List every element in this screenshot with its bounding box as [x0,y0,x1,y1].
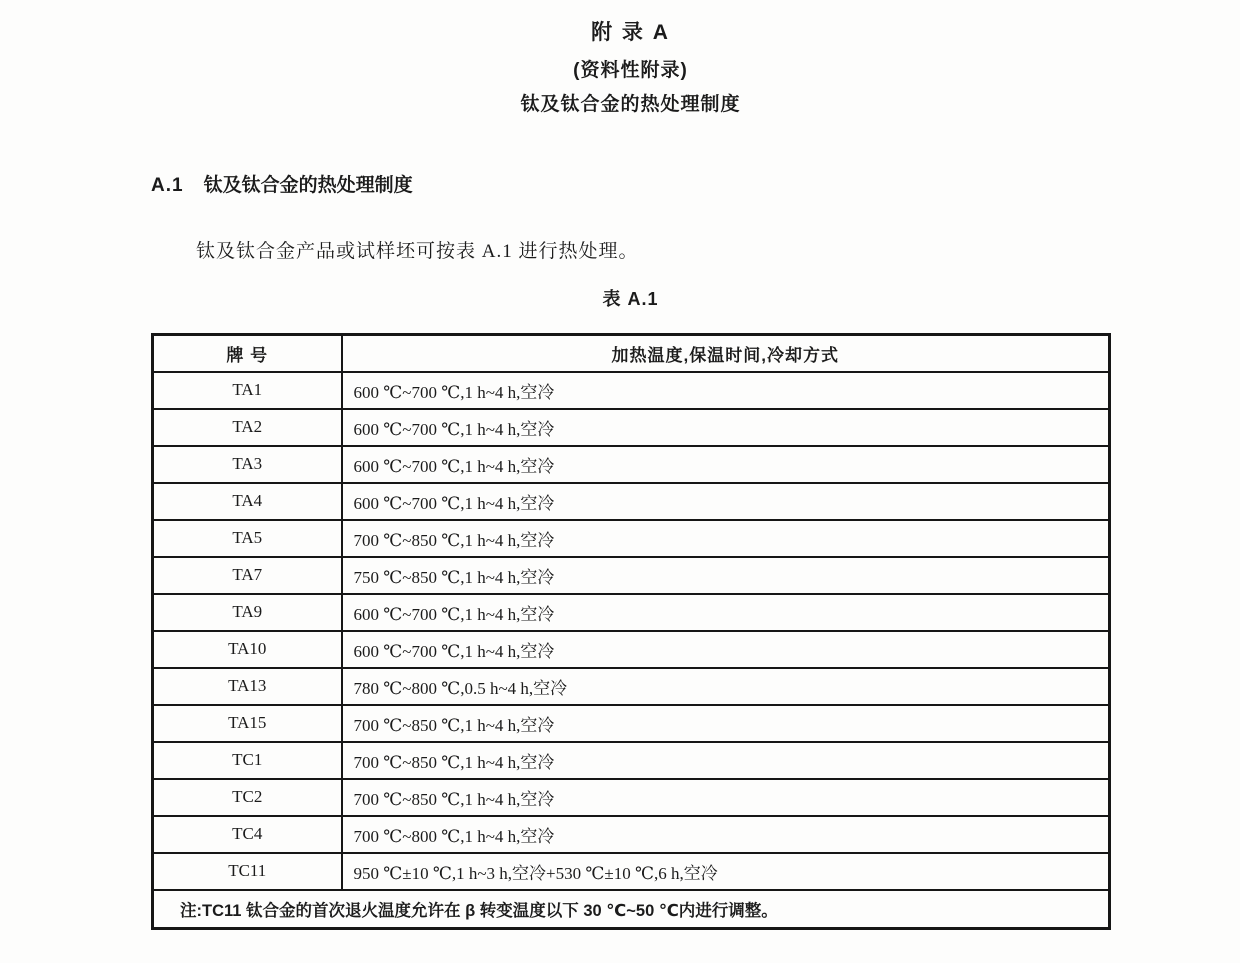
table-note-row [153,890,1110,929]
table-row [153,557,1110,594]
grade-cell: TA5 [153,520,342,557]
treatment-cell: 600 ℃~700 ℃,1 h~4 h,空冷 [342,483,1110,520]
grade-cell: TA10 [153,631,342,668]
table-header-row [153,335,1110,372]
grade-cell: TC11 [153,853,342,890]
grade-column-header: 牌 号 [153,335,342,372]
treatment-cell: 600 ℃~700 ℃,1 h~4 h,空冷 [342,409,1110,446]
grade-cell: TC1 [153,742,342,779]
appendix-type-label: (资料性附录) [573,60,688,81]
treatment-cell: 600 ℃~700 ℃,1 h~4 h,空冷 [342,631,1110,668]
grade-cell: TA15 [153,705,342,742]
treatment-cell: 750 ℃~850 ℃,1 h~4 h,空冷 [342,557,1110,594]
table-row [153,409,1110,446]
table-row [153,631,1110,668]
treatment-cell: 780 ℃~800 ℃,0.5 h~4 h,空冷 [342,668,1110,705]
appendix-title: 附 录 A [591,21,670,44]
section-title: 钛及钛合金的热处理制度 [203,175,413,196]
table-row [153,705,1110,742]
treatment-column-header: 加热温度,保温时间,冷却方式 [342,335,1110,372]
grade-cell: TA3 [153,446,342,483]
treatment-cell: 950 ℃±10 ℃,1 h~3 h,空冷+530 ℃±10 ℃,6 h,空冷 [342,853,1110,890]
body-paragraph: 钛及钛合金产品或试样坯可按表 A.1 进行热处理。 [196,241,639,262]
section-number: A.1 [151,175,184,196]
table-row [153,446,1110,483]
table-row [153,779,1110,816]
grade-cell: TA2 [153,409,342,446]
treatment-cell: 600 ℃~700 ℃,1 h~4 h,空冷 [342,594,1110,631]
table-row [153,742,1110,779]
grade-cell: TC2 [153,779,342,816]
treatment-cell: 700 ℃~800 ℃,1 h~4 h,空冷 [342,816,1110,853]
grade-cell: TC4 [153,816,342,853]
table-row [153,372,1110,409]
treatment-cell: 700 ℃~850 ℃,1 h~4 h,空冷 [342,520,1110,557]
table-caption: 表 A.1 [602,289,659,309]
grade-cell: TA13 [153,668,342,705]
treatment-cell: 700 ℃~850 ℃,1 h~4 h,空冷 [342,779,1110,816]
table-row [153,816,1110,853]
heat-treatment-table [151,333,1111,930]
table-row [153,594,1110,631]
table-row [153,853,1110,890]
grade-cell: TA1 [153,372,342,409]
section-heading [151,170,413,197]
treatment-cell: 600 ℃~700 ℃,1 h~4 h,空冷 [342,372,1110,409]
grade-cell: TA7 [153,557,342,594]
grade-cell: TA4 [153,483,342,520]
treatment-cell: 700 ℃~850 ℃,1 h~4 h,空冷 [342,742,1110,779]
grade-cell: TA9 [153,594,342,631]
table-row [153,668,1110,705]
appendix-subject: 钛及钛合金的热处理制度 [520,94,741,115]
table-row [153,483,1110,520]
treatment-cell: 700 ℃~850 ℃,1 h~4 h,空冷 [342,705,1110,742]
table-note: 注:TC11 钛合金的首次退火温度允许在 β 转变温度以下 30 ℃~50 ℃内进行调整。 [153,890,1110,929]
treatment-cell: 600 ℃~700 ℃,1 h~4 h,空冷 [342,446,1110,483]
table-body [153,372,1110,890]
table-row [153,520,1110,557]
